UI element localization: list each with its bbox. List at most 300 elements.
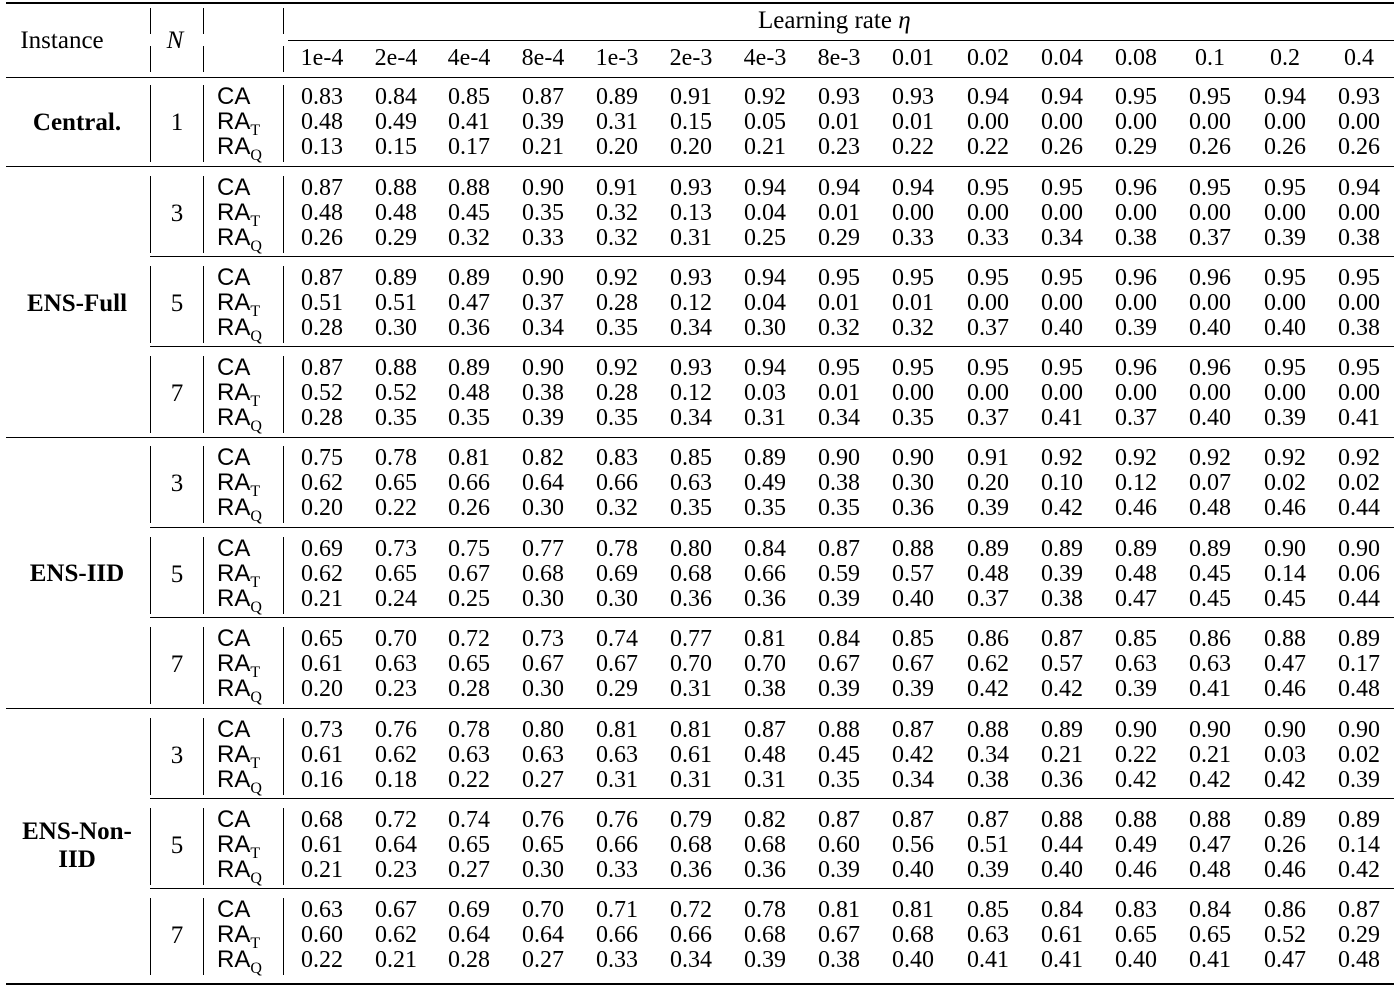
table-cell-value: 0.00: [1189, 109, 1231, 135]
table-cell-value: 0.47: [1264, 651, 1306, 677]
table-cell-value: 0.92: [1189, 445, 1231, 471]
metric-label-base: RA: [217, 766, 251, 793]
table-cell-value: 0.89: [744, 445, 786, 471]
table-cell-value: 0.89: [596, 84, 638, 110]
metric-right-vrule: [283, 808, 284, 885]
table-cell-value: 0.88: [1264, 626, 1306, 652]
table-cell-value: 0.51: [967, 832, 1009, 858]
table-cell-value: 0.87: [818, 807, 860, 833]
table-cell-value: 0.87: [1338, 897, 1380, 923]
table-cell-value: 0.47: [448, 290, 490, 316]
table-cell-value: 0.45: [1264, 586, 1306, 612]
table-cell-value: 0.38: [1115, 225, 1157, 251]
table-cell-value: 0.00: [1338, 109, 1380, 135]
table-cell-value: 0.41: [967, 947, 1009, 973]
table-cell-value: 0.65: [448, 832, 490, 858]
table-cell-value: 0.81: [448, 445, 490, 471]
table-cell-value: 0.29: [1338, 922, 1380, 948]
table-cell-value: 0.52: [1264, 922, 1306, 948]
n-right-vrule: [203, 898, 204, 975]
learning-rate-title: Learning rate: [758, 7, 892, 34]
n-value: 5: [170, 290, 184, 317]
table-cell-value: 0.67: [375, 897, 417, 923]
table-cell-value: 0.89: [1338, 807, 1380, 833]
table-cell-value: 0.47: [1189, 832, 1231, 858]
table-cell-value: 0.95: [1264, 265, 1306, 291]
table-cell-value: 0.93: [1338, 84, 1380, 110]
n-right-vrule: [203, 266, 204, 343]
table-cell-value: 0.48: [1189, 857, 1231, 883]
table-cell-value: 0.92: [596, 265, 638, 291]
table-cell-value: 0.73: [375, 536, 417, 562]
table-cell-value: 0.90: [1189, 717, 1231, 743]
table-cell-value: 0.29: [818, 225, 860, 251]
table-cell-value: 0.87: [892, 717, 934, 743]
table-cell-value: 0.26: [1264, 832, 1306, 858]
table-cell-value: 0.88: [818, 717, 860, 743]
table-cell-value: 0.67: [596, 651, 638, 677]
table-cell-value: 0.65: [375, 470, 417, 496]
table-cell-value: 0.30: [522, 586, 564, 612]
table-cell-value: 0.14: [1338, 832, 1380, 858]
table-cell-value: 0.87: [1041, 626, 1083, 652]
table-cell-value: 0.66: [744, 561, 786, 587]
table-cell-value: 0.81: [670, 717, 712, 743]
metric-label-ra-t: [217, 289, 261, 320]
table-cell-value: 0.00: [967, 109, 1009, 135]
metric-label-subscript: T: [250, 755, 261, 772]
table-cell-value: 0.31: [670, 225, 712, 251]
table-cell-value: 0.65: [375, 561, 417, 587]
table-cell-value: 0.41: [1041, 947, 1083, 973]
table-cell-value: 0.31: [670, 676, 712, 702]
table-cell-value: 0.48: [967, 561, 1009, 587]
table-cell-value: 0.24: [375, 586, 417, 612]
table-cell-value: 0.79: [670, 807, 712, 833]
table-cell-value: 0.36: [1041, 767, 1083, 793]
table-cell-value: 0.30: [744, 315, 786, 341]
table-cell-value: 0.35: [596, 405, 638, 431]
table-cell-value: 0.28: [596, 380, 638, 406]
table-cell-value: 0.89: [1189, 536, 1231, 562]
table-cell-value: 0.30: [892, 470, 934, 496]
table-cell-value: 0.28: [596, 290, 638, 316]
header-vrule: [203, 46, 204, 72]
table-cell-value: 0.32: [892, 315, 934, 341]
table-cell-value: 0.87: [967, 807, 1009, 833]
table-cell-value: 0.23: [375, 676, 417, 702]
metric-label-ra-t: [217, 921, 261, 952]
table-cell-value: 0.87: [818, 536, 860, 562]
table-cell-value: 0.89: [1041, 536, 1083, 562]
table-cell-value: 0.68: [670, 561, 712, 587]
table-cell-value: 0.70: [375, 626, 417, 652]
table-cell-value: 0.95: [1041, 355, 1083, 381]
table-cell-value: 0.39: [1264, 225, 1306, 251]
instance-name-line: ENS-Full: [26, 289, 128, 317]
table-cell-value: 0.85: [967, 897, 1009, 923]
table-cell-value: 0.95: [1264, 355, 1306, 381]
learning-rate-column-header: 0.02: [967, 45, 1009, 71]
learning-rate-column-header: 2e-3: [669, 45, 713, 71]
table-cell-value: 0.96: [1115, 175, 1157, 201]
table-cell-value: 0.72: [448, 626, 490, 652]
learning-rate-column-header: 4e-4: [447, 45, 491, 71]
table-cell-value: 0.37: [1115, 405, 1157, 431]
header-vrule: [150, 8, 151, 34]
table-cell-value: 0.21: [1189, 742, 1231, 768]
header-vrule: [283, 8, 284, 34]
table-cell-value: 0.40: [892, 586, 934, 612]
table-cell-value: 0.39: [967, 495, 1009, 521]
metric-label-subscript: Q: [250, 508, 262, 525]
table-cell-value: 0.76: [522, 807, 564, 833]
table-cell-value: 0.95: [967, 175, 1009, 201]
table-cell-value: 0.34: [670, 947, 712, 973]
n-left-vrule: [150, 356, 151, 433]
table-cell-value: 0.26: [1189, 134, 1231, 160]
table-cell-value: 0.49: [375, 109, 417, 135]
table-cell-value: 0.46: [1264, 495, 1306, 521]
table-cell-value: 0.35: [670, 495, 712, 521]
metric-label-base: RA: [217, 404, 251, 431]
metric-label-subscript: Q: [250, 418, 262, 435]
table-cell-value: 0.34: [892, 767, 934, 793]
table-cell-value: 0.95: [892, 355, 934, 381]
metric-label-subscript: Q: [250, 238, 262, 255]
table-cell-value: 0.95: [1189, 84, 1231, 110]
learning-rate-rule: [288, 40, 1394, 41]
table-cell-value: 0.67: [448, 561, 490, 587]
table-cell-value: 0.96: [1115, 355, 1157, 381]
table-cell-value: 0.04: [744, 200, 786, 226]
table-cell-value: 0.42: [1338, 857, 1380, 883]
table-cell-value: 0.39: [522, 109, 564, 135]
table-cell-value: 0.34: [670, 405, 712, 431]
metric-label-base: RA: [217, 199, 251, 226]
table-cell-value: 0.63: [967, 922, 1009, 948]
table-cell-value: 0.66: [448, 470, 490, 496]
table-cell-value: 0.92: [1338, 445, 1380, 471]
table-cell-value: 0.00: [1264, 109, 1306, 135]
table-cell-value: 0.39: [1264, 405, 1306, 431]
table-cell-value: 0.00: [1115, 290, 1157, 316]
table-cell-value: 0.39: [1041, 561, 1083, 587]
table-cell-value: 0.90: [1115, 717, 1157, 743]
metric-label-subscript: Q: [250, 328, 262, 345]
instance-separator: [6, 708, 1394, 709]
metric-label-subscript: T: [250, 303, 261, 320]
metric-label-ra-q: [217, 494, 262, 525]
table-cell-value: 0.00: [1338, 380, 1380, 406]
table-cell-value: 0.49: [744, 470, 786, 496]
table-cell-value: 0.20: [301, 495, 343, 521]
table-cell-value: 0.76: [596, 807, 638, 833]
n-left-vrule: [150, 176, 151, 253]
table-cell-value: 0.21: [301, 857, 343, 883]
table-cell-value: 0.41: [1189, 676, 1231, 702]
table-cell-value: 0.67: [818, 922, 860, 948]
table-cell-value: 0.30: [522, 495, 564, 521]
table-cell-value: 0.21: [1041, 742, 1083, 768]
table-cell-value: 0.01: [818, 200, 860, 226]
instance-name: [6, 109, 148, 137]
n-left-vrule: [150, 808, 151, 885]
metric-label-base: RA: [217, 224, 251, 251]
table-cell-value: 0.62: [375, 922, 417, 948]
instance-name: [6, 290, 148, 318]
group-separator: [150, 617, 1394, 618]
table-cell-value: 0.29: [1115, 134, 1157, 160]
table-cell-value: 0.87: [522, 84, 564, 110]
learning-rate-symbol: η: [898, 7, 911, 34]
table-cell-value: 0.88: [375, 175, 417, 201]
table-cell-value: 0.12: [1115, 470, 1157, 496]
table-cell-value: 0.40: [1041, 857, 1083, 883]
metric-label-subscript: Q: [250, 960, 262, 977]
instance-separator: [6, 166, 1394, 167]
table-cell-value: 0.66: [596, 470, 638, 496]
table-cell-value: 0.62: [967, 651, 1009, 677]
table-cell-value: 0.95: [1264, 175, 1306, 201]
learning-rate-column-header: 8e-3: [817, 45, 861, 71]
learning-rate-column-header: 0.4: [1344, 45, 1374, 71]
table-cell-value: 0.38: [818, 947, 860, 973]
table-cell-value: 0.89: [1041, 717, 1083, 743]
table-cell-value: 0.73: [522, 626, 564, 652]
metric-label-ca: CA: [217, 354, 251, 381]
table-cell-value: 0.00: [1115, 380, 1157, 406]
table-cell-value: 0.89: [448, 265, 490, 291]
table-cell-value: 0.56: [892, 832, 934, 858]
metric-label-base: RA: [217, 831, 251, 858]
n-value: 3: [170, 742, 184, 769]
table-cell-value: 0.90: [522, 355, 564, 381]
metric-label-base: RA: [217, 741, 251, 768]
table-cell-value: 0.78: [375, 445, 417, 471]
table-cell-value: 0.90: [1338, 536, 1380, 562]
metric-label-ra-t: [217, 560, 261, 591]
table-cell-value: 0.27: [448, 857, 490, 883]
metric-label-subscript: Q: [250, 780, 262, 797]
table-cell-value: 0.62: [301, 561, 343, 587]
metric-label-ra-t: [217, 199, 261, 230]
table-cell-value: 0.45: [818, 742, 860, 768]
table-cell-value: 0.15: [375, 134, 417, 160]
table-cell-value: 0.95: [1338, 265, 1380, 291]
instance-name: [6, 560, 148, 588]
n-left-vrule: [150, 627, 151, 704]
table-cell-value: 0.48: [1189, 495, 1231, 521]
table-cell-value: 0.61: [301, 651, 343, 677]
table-cell-value: 0.25: [448, 586, 490, 612]
metric-label-subscript: Q: [250, 689, 262, 706]
table-cell-value: 0.23: [375, 857, 417, 883]
table-cell-value: 0.00: [967, 200, 1009, 226]
group-separator: [150, 256, 1394, 257]
table-cell-value: 0.10: [1041, 470, 1083, 496]
table-cell-value: 0.33: [967, 225, 1009, 251]
table-cell-value: 0.94: [1041, 84, 1083, 110]
table-cell-value: 0.35: [596, 315, 638, 341]
table-cell-value: 0.42: [1115, 767, 1157, 793]
table-cell-value: 0.13: [670, 200, 712, 226]
table-cell-value: 0.00: [1338, 290, 1380, 316]
table-cell-value: 0.63: [522, 742, 564, 768]
table-cell-value: 0.40: [1189, 315, 1231, 341]
table-cell-value: 0.31: [596, 109, 638, 135]
table-cell-value: 0.00: [892, 380, 934, 406]
table-cell-value: 0.42: [1264, 767, 1306, 793]
table-cell-value: 0.95: [818, 265, 860, 291]
table-cell-value: 0.39: [1115, 315, 1157, 341]
table-cell-value: 0.90: [892, 445, 934, 471]
table-cell-value: 0.39: [967, 857, 1009, 883]
table-cell-value: 0.85: [1115, 626, 1157, 652]
metric-label-ra-q: [217, 224, 262, 255]
table-cell-value: 0.36: [744, 857, 786, 883]
table-cell-value: 0.14: [1264, 561, 1306, 587]
table-cell-value: 0.38: [1338, 315, 1380, 341]
table-cell-value: 0.68: [744, 832, 786, 858]
table-cell-value: 0.57: [892, 561, 934, 587]
table-cell-value: 0.38: [967, 767, 1009, 793]
metric-label-ra-q: [217, 404, 262, 435]
table-cell-value: 0.21: [522, 134, 564, 160]
metric-label-ca: CA: [217, 716, 251, 743]
table-cell-value: 0.00: [1041, 109, 1083, 135]
table-cell-value: 0.39: [818, 586, 860, 612]
n-value: 5: [170, 561, 184, 588]
n-value: 3: [170, 200, 184, 227]
table-cell-value: 0.65: [522, 832, 564, 858]
n-value: 1: [170, 109, 184, 136]
table-cell-value: 0.86: [1189, 626, 1231, 652]
table-cell-value: 0.92: [1264, 445, 1306, 471]
table-cell-value: 0.42: [1189, 767, 1231, 793]
table-cell-value: 0.68: [670, 832, 712, 858]
table-cell-value: 0.04: [744, 290, 786, 316]
table-cell-value: 0.48: [301, 109, 343, 135]
table-cell-value: 0.22: [967, 134, 1009, 160]
table-cell-value: 0.42: [967, 676, 1009, 702]
table-cell-value: 0.88: [1189, 807, 1231, 833]
table-cell-value: 0.40: [892, 857, 934, 883]
metric-label-ra-q: [217, 766, 262, 797]
table-cell-value: 0.78: [744, 897, 786, 923]
table-cell-value: 0.45: [1189, 561, 1231, 587]
table-cell-value: 0.33: [596, 857, 638, 883]
metric-label-subscript: T: [250, 483, 261, 500]
table-cell-value: 0.26: [1264, 134, 1306, 160]
metric-label-base: RA: [217, 494, 251, 521]
table-cell-value: 0.22: [448, 767, 490, 793]
table-cell-value: 0.63: [1115, 651, 1157, 677]
n-value: 5: [170, 832, 184, 859]
table-cell-value: 0.94: [744, 265, 786, 291]
table-cell-value: 0.00: [967, 290, 1009, 316]
table-cell-value: 0.68: [301, 807, 343, 833]
table-cell-value: 0.38: [818, 470, 860, 496]
metric-label-ca: CA: [217, 806, 251, 833]
table-cell-value: 0.78: [596, 536, 638, 562]
table-cell-value: 0.89: [1338, 626, 1380, 652]
table-cell-value: 0.90: [522, 175, 564, 201]
group-separator: [150, 798, 1394, 799]
table-cell-value: 0.73: [301, 717, 343, 743]
table-cell-value: 0.44: [1338, 495, 1380, 521]
table-cell-value: 0.32: [448, 225, 490, 251]
table-cell-value: 0.31: [670, 767, 712, 793]
table-cell-value: 0.81: [744, 626, 786, 652]
table-cell-value: 0.46: [1115, 857, 1157, 883]
table-cell-value: 0.93: [892, 84, 934, 110]
n-value: 7: [170, 922, 184, 949]
table-cell-value: 0.37: [1189, 225, 1231, 251]
metric-label-subscript: Q: [250, 599, 262, 616]
table-cell-value: 0.84: [375, 84, 417, 110]
n-right-vrule: [203, 718, 204, 795]
table-cell-value: 0.95: [892, 265, 934, 291]
table-cell-value: 0.37: [967, 586, 1009, 612]
header-rule: [6, 77, 1394, 78]
table-cell-value: 0.68: [892, 922, 934, 948]
table-cell-value: 0.88: [375, 355, 417, 381]
table-cell-value: 0.40: [1115, 947, 1157, 973]
table-cell-value: 0.00: [1041, 380, 1083, 406]
metric-label-ra-q: [217, 856, 262, 887]
table-cell-value: 0.63: [1189, 651, 1231, 677]
metric-right-vrule: [283, 537, 284, 614]
metric-right-vrule: [283, 356, 284, 433]
group-separator: [150, 527, 1394, 528]
table-cell-value: 0.89: [375, 265, 417, 291]
table-cell-value: 0.34: [670, 315, 712, 341]
learning-rate-column-header: 1e-3: [595, 45, 639, 71]
metric-label-ra-t: [217, 108, 261, 139]
metric-label-base: RA: [217, 314, 251, 341]
table-cell-value: 0.29: [596, 676, 638, 702]
table-cell-value: 0.93: [670, 355, 712, 381]
table-cell-value: 0.85: [892, 626, 934, 652]
table-cell-value: 0.39: [818, 676, 860, 702]
table-cell-value: 0.88: [892, 536, 934, 562]
table-cell-value: 0.63: [448, 742, 490, 768]
table-cell-value: 0.94: [818, 175, 860, 201]
table-cell-value: 0.89: [1264, 807, 1306, 833]
table-cell-value: 0.96: [1115, 265, 1157, 291]
table-cell-value: 0.35: [744, 495, 786, 521]
table-cell-value: 0.86: [967, 626, 1009, 652]
n-left-vrule: [150, 446, 151, 523]
table-cell-value: 0.39: [744, 947, 786, 973]
table-cell-value: 0.44: [1338, 586, 1380, 612]
n-right-vrule: [203, 176, 204, 253]
instance-separator: [6, 437, 1394, 438]
table-cell-value: 0.83: [301, 84, 343, 110]
metric-right-vrule: [283, 627, 284, 704]
table-cell-value: 0.70: [744, 651, 786, 677]
table-cell-value: 0.35: [892, 405, 934, 431]
table-cell-value: 0.44: [1041, 832, 1083, 858]
n-left-vrule: [150, 718, 151, 795]
table-cell-value: 0.70: [670, 651, 712, 677]
table-cell-value: 0.26: [448, 495, 490, 521]
table-cell-value: 0.03: [1264, 742, 1306, 768]
table-cell-value: 0.28: [448, 947, 490, 973]
table-cell-value: 0.01: [892, 290, 934, 316]
table-cell-value: 0.95: [1041, 175, 1083, 201]
